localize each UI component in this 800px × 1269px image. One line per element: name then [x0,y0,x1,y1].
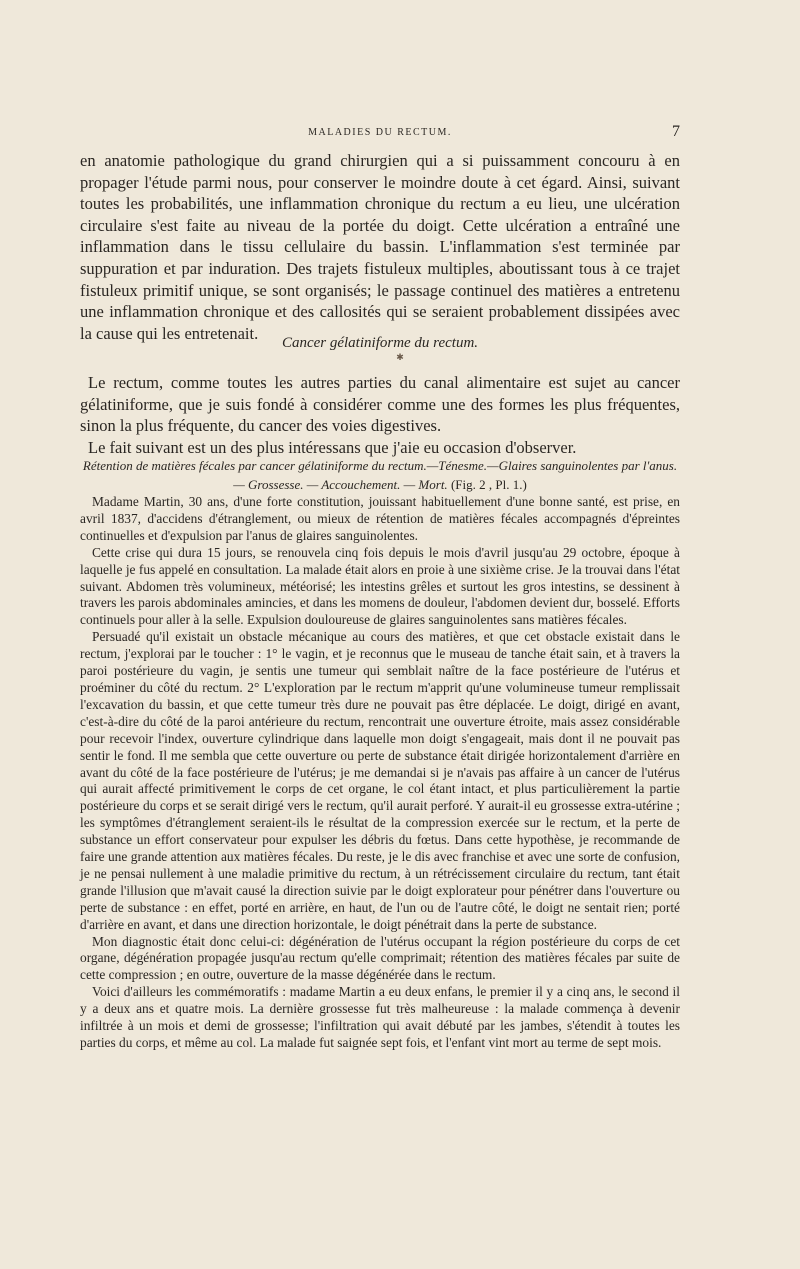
page-header [80,125,680,141]
case-heading-title: Rétention de matières fécales par cancer gélatiniforme du rectum.—Ténesme.—Glaires sanguinolentes par l'anus. — Grossesse. — Accouchement. — Mort. [82,458,678,492]
case-paragraph: Mon diagnostic était donc celui-ci: dégénération de l'utérus occupant la région postérieure du corps de cet organe, dégénération propagée jusqu'au rectum qu'elle comprimait; rétention des matières fécales par suite de cette compression ; en outre, ouverture de la masse dégénérée dans le rectum. [80,933,680,983]
case-heading [80,456,680,494]
case-text [80,494,680,1052]
case-paragraph: Cette crise qui dura 15 jours, se renouvela cinq fois depuis le mois d'avril jusqu'au 29 octobre, époque à laquelle je fus appelé en consultation. La malade était alors en proie à une sixième crise. Je la trouvai dans l'état suivant. Abdomen très volumineux, météorisé; les intestins grêles et surtout les gros intestins, se dessinent à travers les parois abdominales amincies, et dans les momens de douleur, l'abdomen devient dur, bosselé. Efforts continuels pour aller à la selle. Expulsion douloureuse de glaires sanguinolentes sans matières fécales. [80,544,680,628]
section-ornament: ✱ [396,352,404,362]
running-title: MALADIES DU RECTUM. [308,127,452,138]
case-paragraph: Voici d'ailleurs les commémoratifs : madame Martin a eu deux enfans, le premier il y a cinq ans, le second il y a deux ans et quatre mois. La dernière grossesse fut très malheureuse : la malade commença à devenir infiltrée à un mois et demi de grossesse; l'infiltration qui avait débuté par les jambes, s'étendit à toutes les parties du corps, et même au col. La malade fut saignée sept fois, et l'enfant vint mort au terme de sept mois. [80,984,680,1050]
section-text [80,372,680,458]
case-paragraph: Persuadé qu'il existait un obstacle mécanique au cours des matières, et que cet obstacle existait dans le rectum, j'explorai par le toucher : 1° le vagin, et je reconnus que le museau de tanche était sain, et à travers la paroi postérieure du vagin, je sentis une tumeur qui semblait naître de la face postérieure de l'utérus et proéminer du côté du rectum. 2° L'exploration par le rectum m'apprit qu'une volumineuse tumeur remplissait l'excavation du bassin, et que cette tumeur très dure ne pouvait pas être déplacée. Le doigt, dirigé en avant, c'est-à-dire du côté de la paroi antérieure du rectum, rencontrait une ouverture étroite, mais assez considérable pour recevoir l'index, ouverture cylindrique dans laquelle mon doigt s'engageait, mais dont il ne pouvait pas sentir le fond. Il me sembla que cette ouverture ou perte de substance était dirigée horizontalement d'arrière en avant du côté de la face postérieure de l'utérus; je me demandai si je n'avais pas affaire à un cancer de l'utérus qui aurait affecté primitivement le corps de cet organe, le col étant intact, et plus particulièrement la partie postérieure du corps et se serait dirigé vers le rectum, qu'il aurait perforé. Y aurait-il eu grossesse extra-utérine ; les symptômes d'étranglement seraient-ils le résultat de la compression exercée sur le rectum, et la perte de substance un effort conservateur pour expulser les débris du fœtus. Dans cette hypothèse, je recommande de faire une grande attention aux matières fécales. Du reste, je le dis avec franchise et avec une sorte de confusion, je ne pensai nullement à une maladie primitive du rectum, à un rétrécissement circulaire du rectum, tant était grande l'illusion que m'avait causé la direction suivie par le doigt explorateur pour pénétrer dans l'ouverture ou perte de substance : en effet, porté en arrière, en haut, de l'un ou de l'autre côté, le doigt ne sentait rien; porté d'arrière en avant, et dans une direction horizontale, le doigt pénétrait dans la perte de substance. [80,629,680,932]
section-paragraph: Le rectum, comme toutes les autres parties du canal alimentaire est sujet au cancer gélatiniforme, que je suis fondé à considérer comme une des formes les plus fréquentes, sinon la plus fréquente, du cancer des voies digestives. [80,373,680,436]
page-number: 7 [672,123,680,140]
figure-reference: (Fig. 2 , Pl. 1.) [447,477,527,492]
intro-text [80,150,680,344]
intro-paragraph: en anatomie pathologique du grand chirurgien qui a si puissamment concouru à en propager l'étude parmi nous, pour conserver le moindre doute à cet égard. Ainsi, suivant toutes les probabilités, une inflammation chronique du rectum a eu lieu, une ulcération circulaire s'est faite au niveau de la portée du doigt. Cette ulcération a entraîné une inflammation dans le tissu cellulaire du bassin. L'inflammation s'est terminée par suppuration et par induration. Des trajets fistuleux multiples, aboutissant tous à ce trajet fistuleux primitif unique, se sont organisés; le passage continuel des matières a entretenu une inflammation chronique et des callosités qui se seraient probablement dissipées avec la cause qui les entretenait. [80,151,680,343]
section-title: Cancer gélatiniforme du rectum. [281,335,479,351]
case-paragraph: Madame Martin, 30 ans, d'une forte constitution, jouissant habituellement d'une bonne santé, est prise, en avril 1837, d'accidens d'étranglement, ou mieux de rétention de matières fécales accompagnés d'épreintes continuelles et d'expulsion par l'anus de glaires sanguinolentes. [80,494,680,543]
section-paragraph: Le fait suivant est un des plus intéressans que j'aie eu occasion d'observer. [88,437,577,457]
